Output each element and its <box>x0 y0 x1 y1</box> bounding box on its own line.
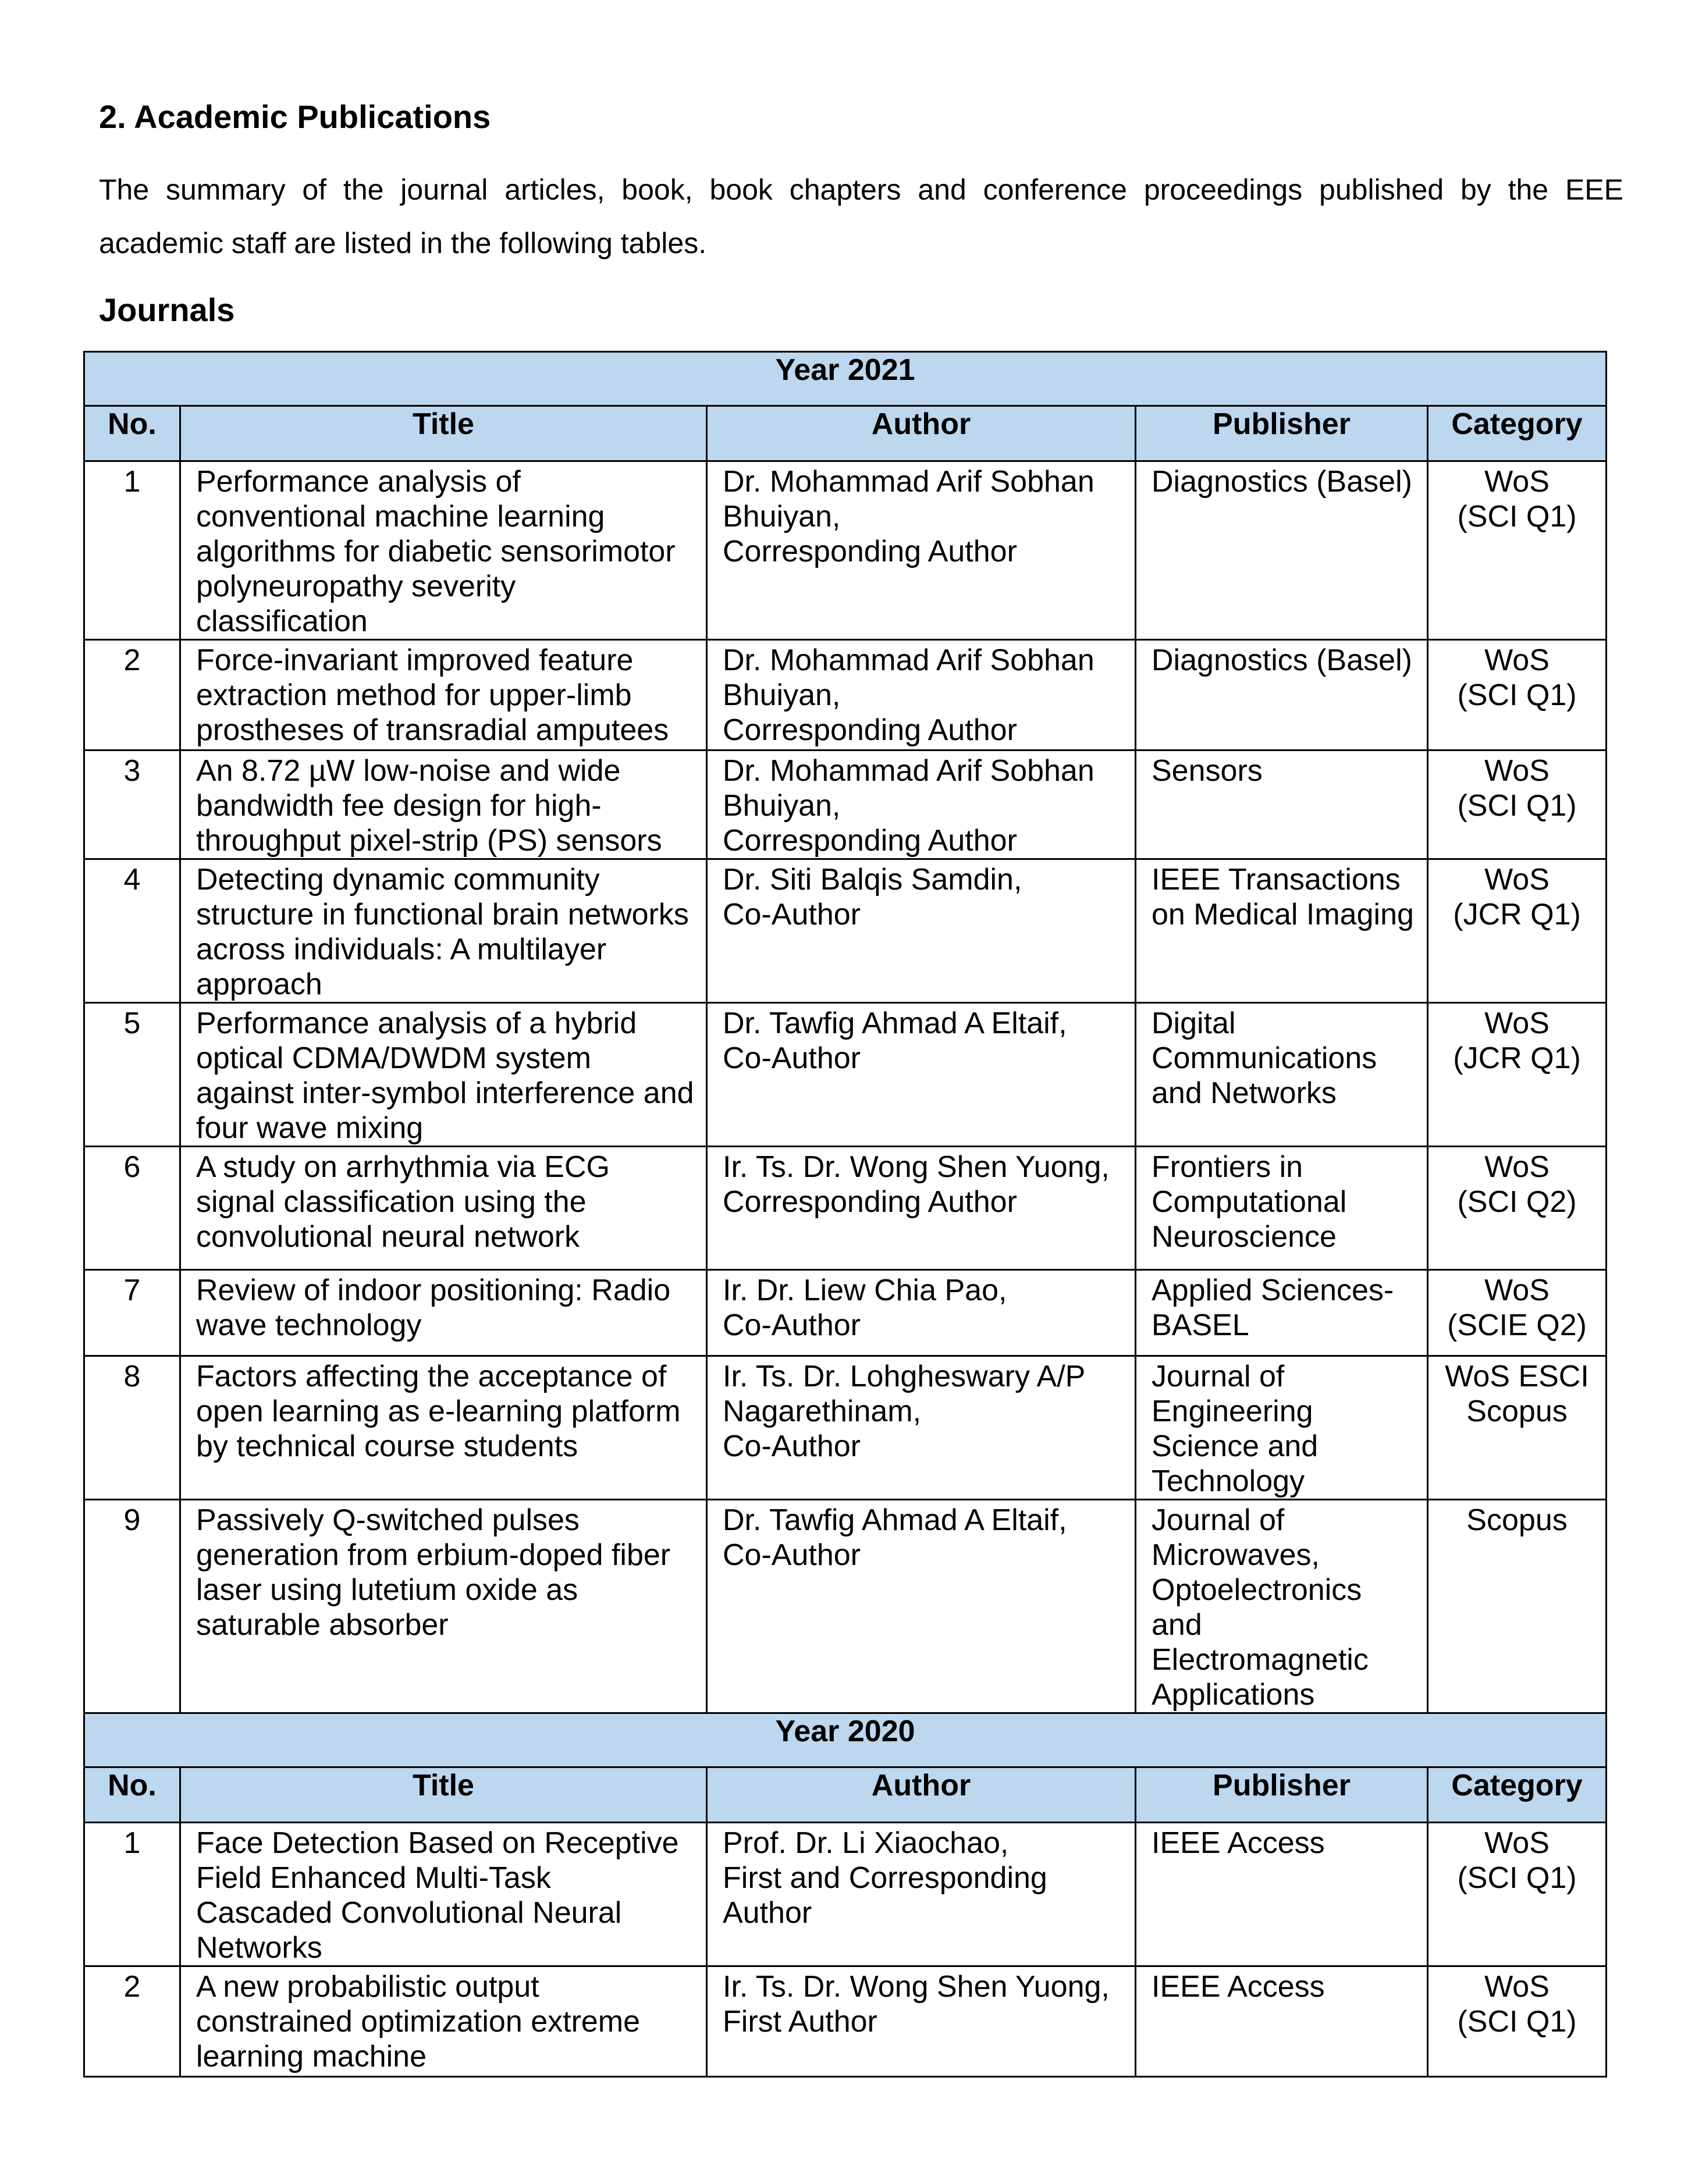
cell-category-text: WoS (SCI Q1) <box>1457 643 1577 712</box>
column-header-publisher: Publisher <box>1136 406 1428 461</box>
cell-author-text: Dr. Mohammad Arif Sobhan Bhuiyan, Corresponding Author <box>723 754 1094 858</box>
cell-category-text: WoS (SCI Q2) <box>1457 1150 1577 1219</box>
cell-category-text: WoS (JCR Q1) <box>1453 1006 1581 1075</box>
cell-author <box>707 1966 1136 2077</box>
year-label: Year 2020 <box>84 1713 1607 1767</box>
cell-author <box>707 1356 1136 1500</box>
cell-publisher-text: Applied Sciences-BASEL <box>1152 1274 1394 1342</box>
cell-no-text: 3 <box>123 754 141 788</box>
cell-author <box>707 1823 1136 1966</box>
column-header-row <box>84 406 1607 461</box>
cell-title <box>180 1966 707 2077</box>
cell-category <box>1428 1823 1607 1966</box>
cell-no-text: 2 <box>123 1970 141 2004</box>
cell-category <box>1428 750 1607 859</box>
column-header-no: No. <box>84 406 180 461</box>
cell-publisher-text: IEEE Transactions on Medical Imaging <box>1152 863 1414 931</box>
cell-no <box>84 1500 180 1713</box>
cell-publisher-text: Frontiers in Computational Neuroscience <box>1152 1150 1347 1254</box>
cell-no <box>84 1147 180 1270</box>
column-header-publisher: Publisher <box>1136 1767 1428 1823</box>
cell-no <box>84 461 180 640</box>
cell-title-text: Force-invariant improved feature extraction method for upper-limb prostheses of transradial amputees <box>196 643 669 747</box>
cell-publisher <box>1136 1147 1428 1270</box>
column-header-category: Category <box>1428 1767 1607 1823</box>
cell-no-text: 1 <box>123 1826 141 1860</box>
cell-publisher <box>1136 1966 1428 2077</box>
cell-title-text: Performance analysis of a hybrid optical CDMA/DWDM system against inter-symbol interference and four wave mixing <box>196 1006 694 1145</box>
cell-author <box>707 1270 1136 1356</box>
cell-no <box>84 1003 180 1147</box>
table-row <box>84 750 1607 859</box>
cell-publisher <box>1136 1356 1428 1500</box>
column-header-title: Title <box>180 406 707 461</box>
cell-no-text: 1 <box>123 465 141 499</box>
cell-category-text: WoS ESCI Scopus <box>1445 1360 1589 1428</box>
cell-title-text: An 8.72 µW low-noise and wide bandwidth fee design for high-throughput pixel-strip (PS) sensors <box>196 754 662 858</box>
column-header-author: Author <box>707 406 1136 461</box>
table-row <box>84 461 1607 640</box>
cell-category <box>1428 1356 1607 1500</box>
cell-no-text: 2 <box>123 643 141 677</box>
cell-title <box>180 750 707 859</box>
table-row <box>84 1270 1607 1356</box>
cell-title-text: Face Detection Based on Receptive Field Enhanced Multi-Task Cascaded Convolutional Neural Networks <box>196 1826 679 1965</box>
cell-title <box>180 1003 707 1147</box>
cell-category <box>1428 640 1607 750</box>
cell-title <box>180 1270 707 1356</box>
cell-category <box>1428 1966 1607 2077</box>
cell-author <box>707 859 1136 1003</box>
cell-category <box>1428 859 1607 1003</box>
cell-title-text: Factors affecting the acceptance of open learning as e-learning platform by technical course students <box>196 1360 681 1463</box>
cell-publisher <box>1136 1500 1428 1713</box>
cell-title <box>180 1500 707 1713</box>
cell-author-text: Ir. Ts. Dr. Wong Shen Yuong, First Author <box>723 1970 1110 2039</box>
cell-no-text: 8 <box>123 1360 141 1393</box>
cell-title-text: Passively Q-switched pulses generation from erbium-doped fiber laser using lutetium oxide as saturable absorber <box>196 1503 671 1642</box>
table-row <box>84 1823 1607 1966</box>
cell-title <box>180 859 707 1003</box>
cell-publisher <box>1136 1270 1428 1356</box>
cell-category <box>1428 1500 1607 1713</box>
cell-publisher-text: Journal of Microwaves, Optoelectronics and Electromagnetic Applications <box>1152 1503 1369 1712</box>
table-row <box>84 1966 1607 2077</box>
cell-no-text: 6 <box>123 1150 141 1184</box>
cell-title-text: Review of indoor positioning: Radio wave technology <box>196 1274 671 1342</box>
cell-category-text: WoS (SCI Q1) <box>1457 754 1577 823</box>
cell-publisher-text: IEEE Access <box>1152 1970 1325 2004</box>
cell-category <box>1428 1270 1607 1356</box>
cell-title <box>180 1147 707 1270</box>
table-row <box>84 1356 1607 1500</box>
cell-category-text: WoS (SCI Q1) <box>1457 1970 1577 2039</box>
table-row <box>84 1500 1607 1713</box>
cell-no-text: 9 <box>123 1503 141 1537</box>
cell-no <box>84 1356 180 1500</box>
cell-publisher <box>1136 1003 1428 1147</box>
journals-table <box>83 351 1607 2078</box>
cell-author-text: Dr. Tawfig Ahmad A Eltaif, Co-Author <box>723 1503 1067 1572</box>
cell-no-text: 4 <box>123 863 141 897</box>
cell-author <box>707 1003 1136 1147</box>
cell-author <box>707 750 1136 859</box>
cell-author-text: Dr. Tawfig Ahmad A Eltaif, Co-Author <box>723 1006 1067 1075</box>
column-header-no: No. <box>84 1767 180 1823</box>
cell-publisher <box>1136 461 1428 640</box>
year-row <box>84 352 1607 406</box>
cell-publisher <box>1136 750 1428 859</box>
cell-author-text: Prof. Dr. Li Xiaochao, First and Corresponding Author <box>723 1826 1047 1930</box>
cell-no <box>84 1270 180 1356</box>
table-row <box>84 640 1607 750</box>
cell-no-text: 5 <box>123 1006 141 1040</box>
column-header-author: Author <box>707 1767 1136 1823</box>
cell-no <box>84 859 180 1003</box>
cell-title-text: Detecting dynamic community structure in functional brain networks across individuals: A multilayer approach <box>196 863 689 1001</box>
cell-author-text: Ir. Ts. Dr. Lohgheswary A/P Nagarethinam, Co-Author <box>723 1360 1085 1463</box>
cell-author-text: Dr. Mohammad Arif Sobhan Bhuiyan, Corresponding Author <box>723 465 1094 568</box>
cell-publisher <box>1136 859 1428 1003</box>
cell-publisher-text: Digital Communications and Networks <box>1152 1006 1377 1110</box>
cell-category <box>1428 461 1607 640</box>
cell-category-text: WoS (SCI Q1) <box>1457 465 1577 533</box>
column-header-title: Title <box>180 1767 707 1823</box>
cell-no <box>84 1823 180 1966</box>
cell-publisher-text: IEEE Access <box>1152 1826 1325 1860</box>
cell-publisher-text: Diagnostics (Basel) <box>1152 643 1412 677</box>
cell-title <box>180 1356 707 1500</box>
cell-publisher-text: Sensors <box>1152 754 1263 788</box>
cell-title-text: A study on arrhythmia via ECG signal classification using the convolutional neural network <box>196 1150 610 1254</box>
year-label: Year 2021 <box>84 352 1607 406</box>
cell-title-text: Performance analysis of conventional machine learning algorithms for diabetic sensorimotor polyneuropathy severity classification <box>196 465 676 638</box>
cell-category <box>1428 1147 1607 1270</box>
section-heading: 2. Academic Publications <box>99 98 491 135</box>
cell-author-text: Ir. Ts. Dr. Wong Shen Yuong, Corresponding Author <box>723 1150 1110 1219</box>
table-row <box>84 859 1607 1003</box>
cell-author-text: Ir. Dr. Liew Chia Pao, Co-Author <box>723 1274 1007 1342</box>
cell-category-text: WoS (SCI Q1) <box>1457 1826 1577 1895</box>
cell-category-text: WoS (JCR Q1) <box>1453 863 1581 931</box>
table-row <box>84 1147 1607 1270</box>
column-header-row <box>84 1767 1607 1823</box>
cell-publisher-text: Journal of Engineering Science and Technology <box>1152 1360 1319 1498</box>
cell-title-text: A new probabilistic output constrained optimization extreme learning machine <box>196 1970 641 2073</box>
cell-author-text: Dr. Mohammad Arif Sobhan Bhuiyan, Corresponding Author <box>723 643 1094 747</box>
year-row <box>84 1713 1607 1767</box>
cell-publisher <box>1136 640 1428 750</box>
cell-category-text: Scopus <box>1466 1503 1568 1537</box>
cell-category-text: WoS (SCIE Q2) <box>1447 1274 1587 1342</box>
cell-publisher <box>1136 1823 1428 1966</box>
cell-author <box>707 461 1136 640</box>
cell-publisher-text: Diagnostics (Basel) <box>1152 465 1412 499</box>
cell-no <box>84 640 180 750</box>
intro-paragraph: The summary of the journal articles, book, book chapters and conference proceedings published by the EEE academic staff are listed in the following tables. <box>99 173 1623 259</box>
cell-author-text: Dr. Siti Balqis Samdin, Co-Author <box>723 863 1022 931</box>
table-row <box>84 1003 1607 1147</box>
cell-no <box>84 750 180 859</box>
cell-author <box>707 640 1136 750</box>
cell-title <box>180 1823 707 1966</box>
cell-no-text: 7 <box>123 1274 141 1307</box>
cell-no <box>84 1966 180 2077</box>
cell-category <box>1428 1003 1607 1147</box>
cell-author <box>707 1500 1136 1713</box>
cell-title <box>180 461 707 640</box>
cell-author <box>707 1147 1136 1270</box>
cell-title <box>180 640 707 750</box>
column-header-category: Category <box>1428 406 1607 461</box>
journals-subheading: Journals <box>99 291 235 328</box>
